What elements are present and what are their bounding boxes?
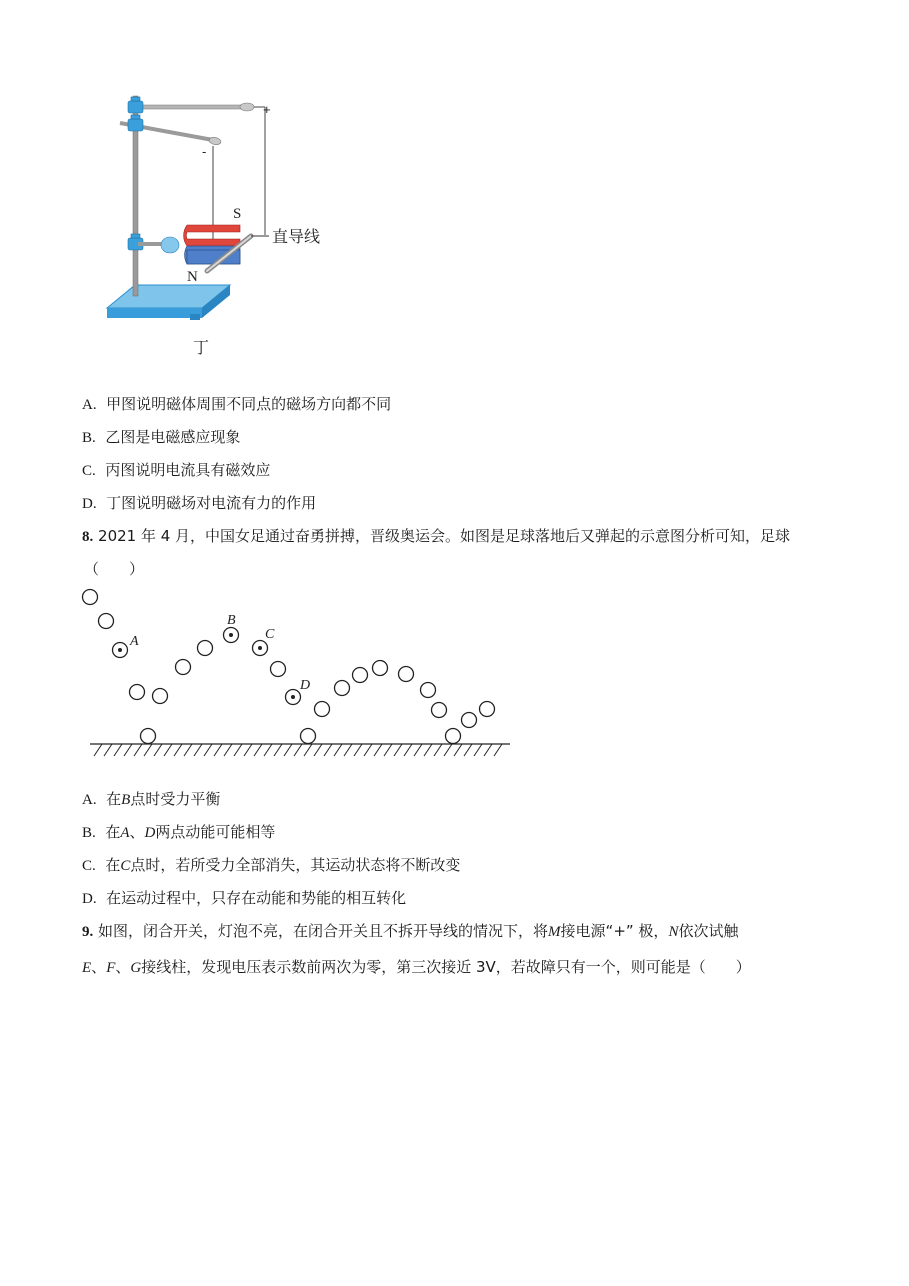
option-letter: B. [82, 430, 96, 446]
point-b-label: B [227, 613, 236, 628]
option-var: B [121, 792, 131, 808]
option-text: 丙图说明电流具有磁效应 [105, 461, 271, 479]
q9-stem-line1 [82, 921, 738, 942]
option-letter: C. [82, 463, 96, 479]
question-number: 9. [82, 924, 94, 940]
bouncing-ball-figure [80, 582, 520, 762]
option-text: 在 [106, 790, 122, 808]
option-var: D [144, 825, 156, 841]
q8-stem-text: 2021 年 4 月，中国女足通过奋勇拼搏，晋级奥运会。如图是足球落地后又弹起的示意图分析可知，足球 [98, 527, 791, 545]
q7-option-c [82, 460, 270, 481]
minus-label: - [202, 144, 207, 159]
wire-label: 直导线 [272, 227, 321, 246]
q8-option-b [82, 822, 275, 843]
q7-option-b [82, 427, 240, 448]
n-pole-label: N [187, 269, 198, 285]
option-text: 乙图是电磁感应现象 [105, 428, 241, 446]
terminal-g: G [130, 960, 142, 976]
figure-ding [95, 88, 355, 373]
ground-hatching [94, 744, 502, 756]
q9-text: 接线柱，发现电压表示数前两次为零，第三次接近 3V，若故障只有一个，则可能是（ ） [141, 958, 751, 976]
option-var: A [120, 825, 130, 841]
q8-option-d [82, 888, 406, 909]
option-letter: A. [82, 397, 97, 413]
plus-label: + [263, 102, 271, 117]
q9-stem-line2 [82, 957, 751, 978]
option-text: 在 [105, 823, 121, 841]
option-letter: D. [82, 891, 97, 907]
q7-option-a [82, 394, 391, 415]
option-text: 在 [105, 856, 121, 874]
q7-option-d [82, 493, 316, 514]
q9-text: 接电源“+” 极， [560, 922, 669, 940]
option-text: 、 [129, 823, 145, 841]
q9-text: 、 [115, 958, 131, 976]
q9-text: 依次试触 [678, 922, 739, 940]
option-text: 点时，若所受力全部消失，其运动状态将不断改变 [130, 856, 461, 874]
option-letter: B. [82, 825, 96, 841]
option-text: 点时受力平衡 [130, 790, 221, 808]
q9-text: 如图，闭合开关，灯泡不亮，在闭合开关且不拆开导线的情况下，将 [98, 922, 549, 940]
terminal-m: M [548, 924, 561, 940]
option-letter: A. [82, 792, 97, 808]
option-text: 在运动过程中，只存在动能和势能的相互转化 [106, 889, 407, 907]
point-c-label: C [265, 627, 275, 642]
s-pole-label: S [233, 206, 242, 222]
figure-caption: 丁 [193, 338, 210, 357]
option-letter: C. [82, 858, 96, 874]
terminal-e: E [82, 960, 92, 976]
option-text: 两点动能可能相等 [155, 823, 276, 841]
q8-option-a [82, 789, 220, 810]
q8-answer-bracket: （ ） [84, 560, 145, 578]
option-var: C [120, 858, 131, 874]
terminal-f: F [106, 960, 116, 976]
option-text: 甲图说明磁体周围不同点的磁场方向都不同 [106, 395, 392, 413]
q8-option-c [82, 855, 460, 876]
u-magnet-red [184, 225, 240, 246]
option-text: 丁图说明磁场对电流有力的作用 [106, 494, 317, 512]
terminal-n: N [668, 924, 679, 940]
ball-positions [83, 590, 495, 744]
q9-text: 、 [91, 958, 107, 976]
q8-stem [82, 526, 790, 547]
option-letter: D. [82, 496, 97, 512]
point-a-label: A [130, 634, 139, 649]
point-d-label: D [300, 678, 311, 693]
question-number: 8. [82, 529, 94, 545]
